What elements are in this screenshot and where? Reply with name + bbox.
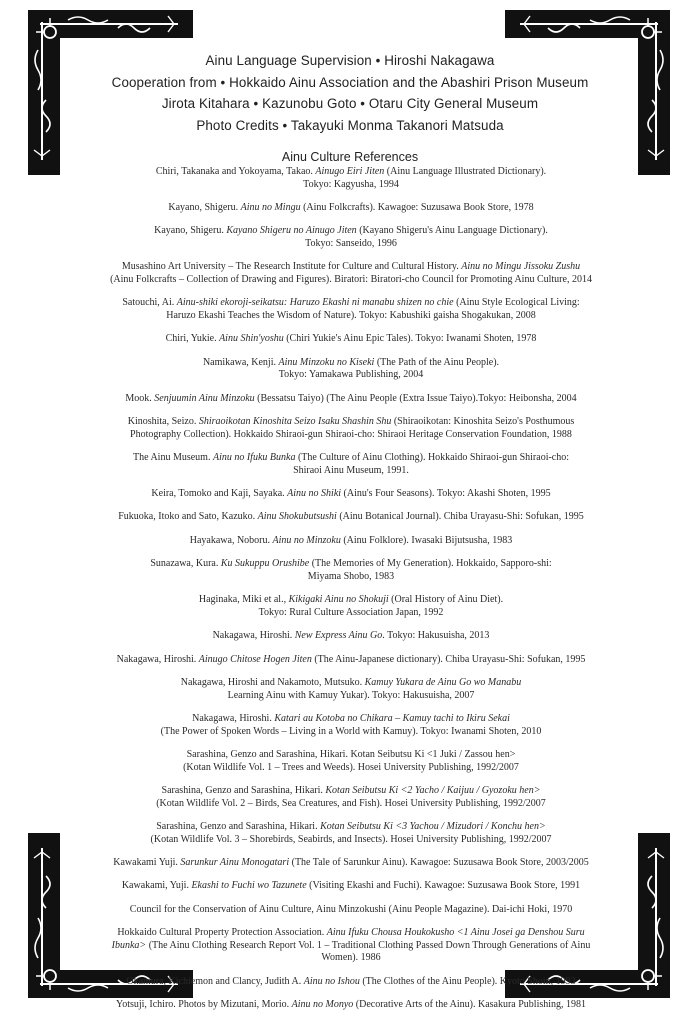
reference-title: Ainu-shiki ekoroji-seikatsu: Haruzo Ekashi ni manabu shizen no chie <box>176 297 454 309</box>
reference-entry <box>70 927 632 965</box>
reference-entry <box>70 393 632 406</box>
reference-entry <box>70 880 632 893</box>
reference-text: Nakagawa, Hiroshi and Nakamoto, Mutsuko. <box>180 676 365 688</box>
reference-title: Ainu no Minzoku <box>272 534 341 546</box>
reference-title: Ainu no Mingu Jissoku Zushu <box>461 261 581 273</box>
reference-text: Kinoshita, Seizo. <box>127 416 199 428</box>
reference-text: (Bessatsu Taiyo) (The Ainu People (Extra Issue Taiyo).Tokyo: Heibonsha, 2004 <box>254 392 577 404</box>
reference-text: (The Ainu Clothing Research Report Vol. 1 – Traditional Clothing Passed Down Through Generations of Ainu <box>146 939 591 951</box>
reference-text: Satouchi, Ai. <box>122 297 177 309</box>
reference-entry <box>70 677 632 702</box>
reference-text: . Tokyo: Hakusuisha, 2013 <box>382 630 490 642</box>
reference-entry <box>70 785 632 810</box>
reference-text: Mook. <box>125 392 155 404</box>
reference-text: Miyama Shobo, 1983 <box>307 570 395 582</box>
credits-header <box>90 50 610 164</box>
reference-entry <box>70 166 632 191</box>
reference-text: Nakagawa, Hiroshi. <box>212 630 295 642</box>
reference-text: Sunazawa, Kura. <box>150 558 221 570</box>
reference-entry <box>70 357 632 382</box>
reference-title: Kayano Shigeru no Ainugo Jiten <box>226 225 357 237</box>
section-title: Ainu Culture References <box>281 150 419 164</box>
reference-title: Ekashi to Fuchi wo Tazunete <box>191 880 307 892</box>
reference-text: (Ainu Folkcrafts). Kawagoe: Suzusawa Book Store, 1978 <box>300 201 534 213</box>
reference-entry <box>70 261 632 286</box>
reference-title: Kotan Seibutsu Ki <2 Yacho / Kaijuu / Gyozoku hen> <box>325 784 541 796</box>
reference-text: (Shiraoikotan: Kinoshita Seizo's Posthumous <box>391 416 575 428</box>
credit-line-contributors: Jirota Kitahara • Kazunobu Goto • Otaru City General Museum <box>161 96 539 111</box>
reference-text: Yotsuji, Ichiro. Photos by Mizutani, Morio. <box>115 999 292 1011</box>
reference-text: Tokyo: Kagyusha, 1994 <box>303 178 399 190</box>
credit-line-supervision: Ainu Language Supervision • Hiroshi Nakagawa <box>205 53 495 68</box>
reference-text: Musashino Art University – The Research Institute for Culture and Cultural History. <box>121 261 462 273</box>
reference-entry <box>70 488 632 501</box>
reference-text: Women). 1986 <box>321 952 381 964</box>
reference-entry <box>70 297 632 322</box>
reference-text: Sarashina, Genzo and Sarashina, Hikari. Kotan Seibutsu Ki <1 Juki / Zassou hen> <box>186 748 516 760</box>
reference-entry <box>70 594 632 619</box>
reference-title: Ainu no Ishou <box>303 975 360 987</box>
reference-text: (The Memories of My Generation). Hokkaido, Sapporo-shi: <box>309 558 552 570</box>
reference-text: Photography Collection). Hokkaido Shiraoi-gun Shiraoi-cho: Shiraoi Heritage Conservation Foundation, 1988 <box>130 428 572 440</box>
reference-entry <box>70 999 632 1012</box>
reference-text: Learning Ainu with Kamuy Yukar). Tokyo: Hakusuisha, 2007 <box>227 689 475 701</box>
reference-text: (The Clothes of the Ainu People). Kyoto Shoin, 1993 <box>359 975 576 987</box>
reference-text: Kawakami, Yuji. <box>121 880 192 892</box>
reference-entry <box>70 558 632 583</box>
reference-title: Ainu no Shiki <box>287 488 342 500</box>
reference-text: (Ainu's Four Seasons). Tokyo: Akashi Shoten, 1995 <box>341 488 551 500</box>
credit-line-photo: Photo Credits • Takayuki Monma Takanori Matsuda <box>196 117 504 133</box>
reference-text: (Decorative Arts of the Ainu). Kasakura Publishing, 1981 <box>353 999 587 1011</box>
reference-text: Haginaka, Miki et al., <box>198 594 289 606</box>
credit-line-cooperation: Cooperation from • Hokkaido Ainu Association and the Abashiri Prison Museum <box>111 74 589 90</box>
reference-text: Nakagawa, Hiroshi. <box>116 653 199 665</box>
reference-title: New Express Ainu Go <box>294 630 383 642</box>
reference-title: Ainu no Ifuku Bunka <box>212 452 296 464</box>
reference-list <box>70 166 632 1022</box>
reference-entry <box>70 511 632 524</box>
reference-text: Council for the Conservation of Ainu Culture, Ainu Minzokushi (Ainu People Magazine). Dai-ichi Hoki, 1970 <box>129 903 573 915</box>
reference-title: Ainu Minzoku no Kiseki <box>278 356 375 368</box>
reference-title: Ainu Ifuku Chousa Houkokusho <1 Ainu Josei ga Denshou Suru <box>326 927 585 939</box>
reference-text: Nakagawa, Hiroshi. <box>192 712 275 724</box>
reference-entry <box>70 225 632 250</box>
reference-entry <box>70 857 632 870</box>
reference-title: Senjuumin Ainu Minzoku <box>154 392 255 404</box>
reference-text: Namikawa, Kenji. <box>202 356 279 368</box>
reference-entry <box>70 416 632 441</box>
reference-entry <box>70 749 632 774</box>
reference-text: Tokyo: Rural Culture Association Japan, 1992 <box>258 606 444 618</box>
reference-text: (The Path of the Ainu People). <box>374 356 500 368</box>
reference-text: (Kayano Shigeru's Ainu Language Dictionary). <box>356 225 548 237</box>
reference-text: Keira, Tomoko and Kaji, Sayaka. <box>151 488 288 500</box>
reference-title: Shiraoikotan Kinoshita Seizo Isaku Shashin Shu <box>198 416 392 428</box>
reference-text: (The Power of Spoken Words – Living in a World with Kamuy). Tokyo: Iwanami Shoten, 2010 <box>160 725 542 737</box>
reference-title: Katari au Kotoba no Chikara – Kamuy tachi to Ikiru Sekai <box>274 712 510 724</box>
reference-entry <box>70 654 632 667</box>
reference-title: Ainu no Monyo <box>291 999 354 1011</box>
reference-text: (Ainu Folklore). Iwasaki Bijutsusha, 1983 <box>340 534 513 546</box>
reference-entry <box>70 904 632 917</box>
reference-entry <box>70 821 632 846</box>
reference-text: (Oral History of Ainu Diet). <box>388 594 504 606</box>
reference-entry <box>70 202 632 215</box>
reference-text: (Ainu Language Illustrated Dictionary). <box>384 166 547 177</box>
reference-title: Ainugo Eiri Jiten <box>315 166 385 177</box>
reference-title: Kamuy Yukara de Ainu Go wo Manabu <box>364 676 522 688</box>
reference-title: Ibunka> <box>111 939 147 951</box>
reference-entry <box>70 452 632 477</box>
reference-text: (Kotan Wildlife Vol. 2 – Birds, Sea Creatures, and Fish). Hosei University Publishing, 1992/2007 <box>156 797 546 809</box>
reference-entry <box>70 333 632 346</box>
reference-text: Okamura, Kichiemon and Clancy, Judith A. <box>126 975 304 987</box>
reference-title: Kikigaki Ainu no Shokuji <box>288 594 389 606</box>
reference-text: (The Ainu-Japanese dictionary). Chiba Urayasu-Shi: Sofukan, 1995 <box>311 653 586 665</box>
reference-title: Ainu no Mingu <box>240 201 301 213</box>
reference-text: Sarashina, Genzo and Sarashina, Hikari. <box>156 820 321 832</box>
reference-text: Chiri, Yukie. <box>165 333 220 345</box>
reference-text: Hayakawa, Noboru. <box>189 534 273 546</box>
reference-entry <box>70 713 632 738</box>
reference-entry <box>70 535 632 548</box>
reference-text: (The Tale of Sarunkur Ainu). Kawagoe: Suzusawa Book Store, 2003/2005 <box>289 856 589 868</box>
reference-title: Sarunkur Ainu Monogatari <box>180 856 290 868</box>
reference-text: Haruzo Ekashi Teaches the Wisdom of Nature). Tokyo: Kabushiki gaisha Shogakukan, 2008 <box>166 309 536 321</box>
reference-title: Ku Sukuppu Orushibe <box>220 558 310 570</box>
reference-title: Ainugo Chitose Hogen Jiten <box>198 653 312 665</box>
reference-text: Tokyo: Sanseido, 1996 <box>305 237 397 249</box>
reference-text: Kayano, Shigeru. <box>168 201 241 213</box>
reference-text: (The Culture of Ainu Clothing). Hokkaido Shiraoi-gun Shiraoi-cho: <box>295 452 570 464</box>
reference-title: Ainu Shin'yoshu <box>219 333 284 345</box>
reference-entry <box>70 630 632 643</box>
reference-text: (Chiri Yukie's Ainu Epic Tales). Tokyo: Iwanami Shoten, 1978 <box>283 333 537 345</box>
reference-text: Kawakami Yuji. <box>113 856 181 868</box>
reference-text: Sarashina, Genzo and Sarashina, Hikari. <box>161 784 326 796</box>
reference-text: (Kotan Wildlife Vol. 3 – Shorebirds, Seabirds, and Insects). Hosei University Publishing, 1992/2007 <box>150 833 552 845</box>
reference-text: (Visiting Ekashi and Fuchi). Kawagoe: Suzusawa Book Store, 1991 <box>306 880 581 892</box>
reference-text: (Ainu Style Ecological Living: <box>453 297 580 309</box>
reference-text: Tokyo: Yamakawa Publishing, 2004 <box>278 369 424 381</box>
reference-text: (Kotan Wildlife Vol. 1 – Trees and Weeds). Hosei University Publishing, 1992/2007 <box>183 761 519 773</box>
reference-text: (Ainu Folkcrafts – Collection of Drawing and Figures). Biratori: Biratori-cho Council for Promoting Ainu Culture, 2014 <box>110 273 592 285</box>
reference-title: Kotan Seibutsu Ki <3 Yachou / Mizudori / Konchu hen> <box>320 820 546 832</box>
reference-text: The Ainu Museum. <box>132 452 213 464</box>
reference-entry <box>70 976 632 989</box>
reference-text: Kayano, Shigeru. <box>154 225 227 237</box>
reference-title: Ainu Shokubutsushi <box>257 511 337 523</box>
reference-text: (Ainu Botanical Journal). Chiba Urayasu-Shi: Sofukan, 1995 <box>336 511 584 523</box>
reference-text: Fukuoka, Itoko and Sato, Kazuko. <box>118 511 258 523</box>
reference-text: Hokkaido Cultural Property Protection Association. <box>117 927 327 939</box>
reference-text: Chiri, Takanaka and Yokoyama, Takao. <box>155 166 316 177</box>
reference-text: Shiraoi Ainu Museum, 1991. <box>293 464 409 476</box>
